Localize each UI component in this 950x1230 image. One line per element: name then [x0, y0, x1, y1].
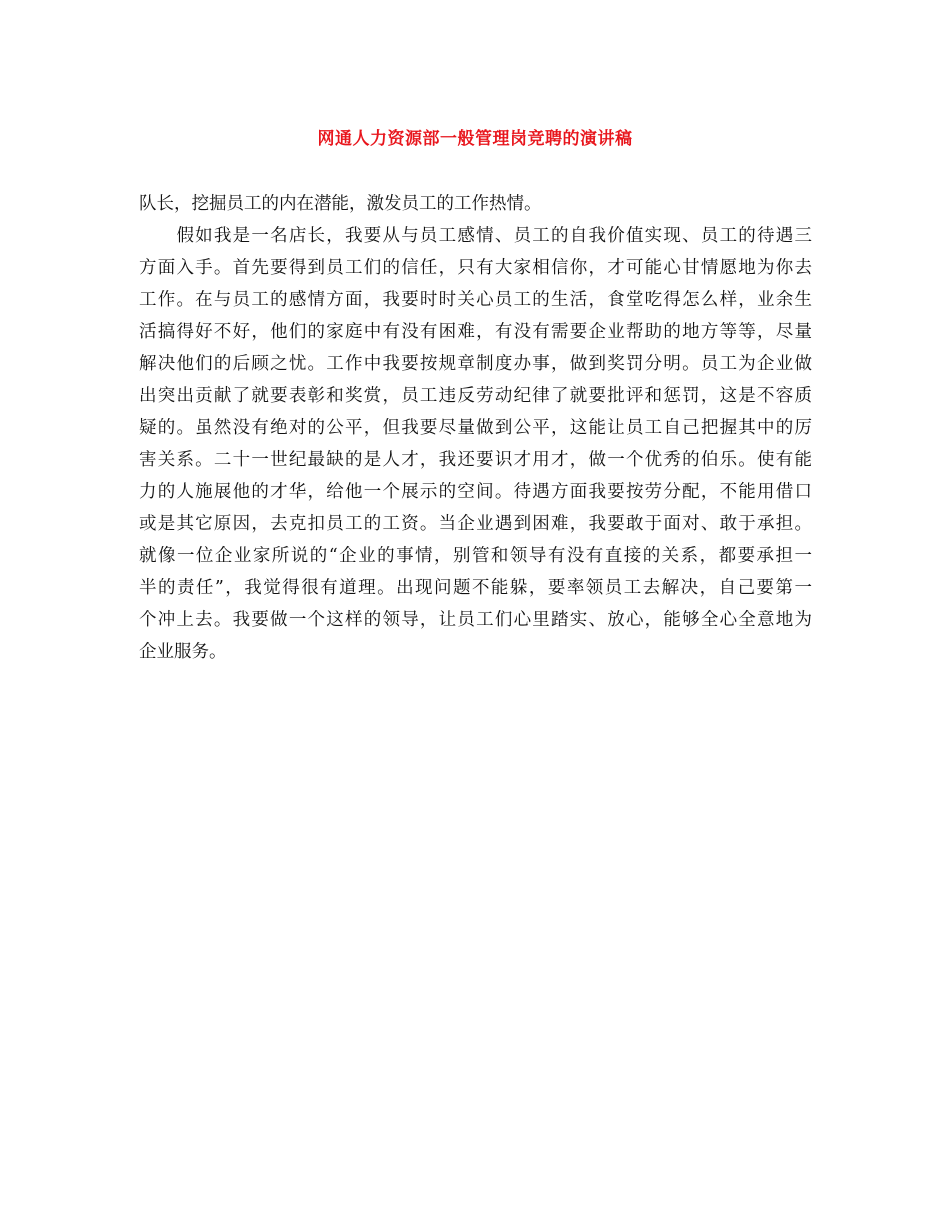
body-line: 半的责任”，我觉得很有道理。出现问题不能躲，要率领员工去解决，自己要第一: [139, 578, 812, 598]
body-line: 解决他们的后顾之忧。工作中我要按规章制度办事，做到奖罚分明。员工为企业做: [139, 354, 812, 374]
body-line: 或是其它原因，去克扣员工的工资。当企业遇到困难，我要敢于面对、敢于承担。: [139, 514, 812, 534]
body-line: 个冲上去。我要做一个这样的领导，让员工们心里踏实、放心，能够全心全意地为: [139, 610, 812, 630]
body-line: 方面入手。首先要得到员工们的信任，只有大家相信你，才可能心甘情愿地为你去: [139, 258, 812, 278]
body-line: 出突出贡献了就要表彰和奖赏，员工违反劳动纪律了就要批评和惩罚，这是不容质: [139, 386, 812, 406]
body-line: 队长，挖掘员工的内在潜能，激发员工的工作热情。: [139, 194, 542, 214]
body-line: 疑的。虽然没有绝对的公平，但我要尽量做到公平，这能让员工自己把握其中的厉: [139, 418, 812, 438]
body-line: 力的人施展他的才华，给他一个展示的空间。待遇方面我要按劳分配，不能用借口: [139, 482, 812, 502]
body-line: 假如我是一名店长，我要从与员工感情、员工的自我价值实现、员工的待遇三: [139, 226, 812, 246]
body-line: 活搞得好不好，他们的家庭中有没有困难，有没有需要企业帮助的地方等等，尽量: [139, 322, 812, 342]
body-line: 害关系。二十一世纪最缺的是人才，我还要识才用才，做一个优秀的伯乐。使有能: [139, 450, 812, 470]
body-line: 企业服务。: [139, 642, 227, 662]
body-line: 工作。在与员工的感情方面，我要时时关心员工的生活，食堂吃得怎么样，业余生: [139, 290, 812, 310]
document-body: [139, 188, 812, 668]
document-title: 网通人力资源部一般管理岗竞聘的演讲稿: [317, 129, 633, 149]
body-line: 就像一位企业家所说的“企业的事情，别管和领导有没有直接的关系，都要承担一: [139, 546, 812, 566]
